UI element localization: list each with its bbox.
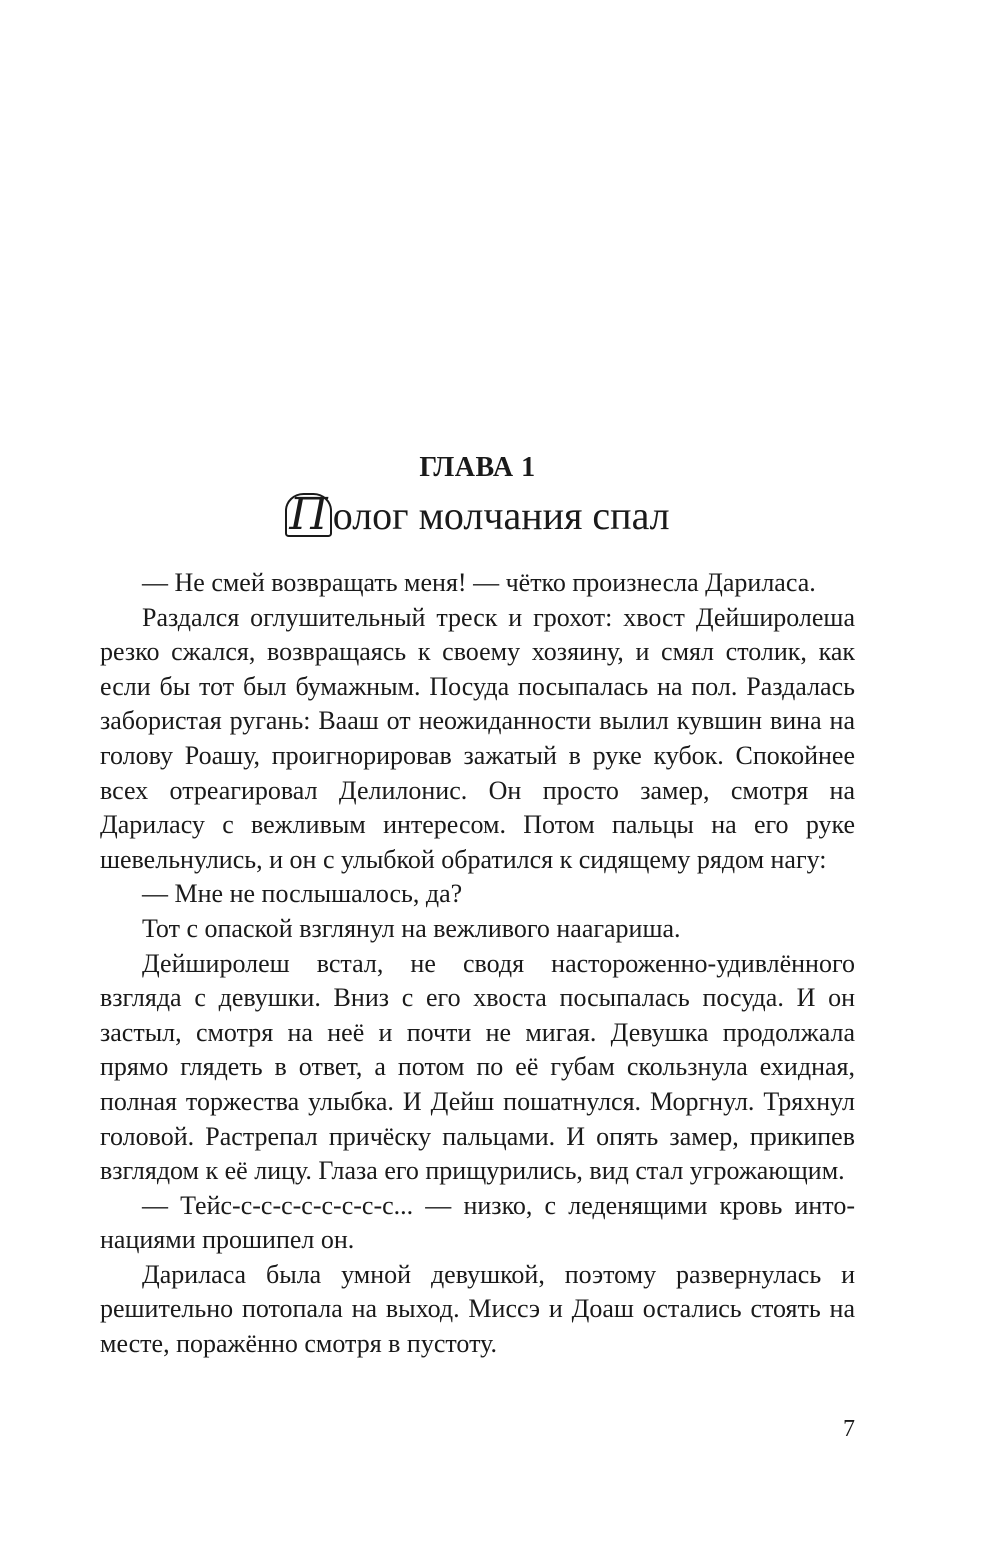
chapter-title bbox=[100, 490, 855, 542]
page-number: 7 bbox=[843, 1416, 855, 1442]
paragraph: Раздался оглушительный треск и грохот: хвост Дейширолеша резко сжался, возвращаясь к своему хозяину, и смял столик, как если бы тот был бумажным. Посуда посыпалась на пол. Раздалась забористая ругань: Вааш от неожиданности вылил кувшин вина на голову Роашу, проигнорировав зажатый в руке кубок. Спокойнее всех отреагировал Делилонис. Он просто замер, смотря на Дариласу с вежливым интересом. Потом пальцы на его руке шевельнулись, и он с улыбкой обратился к сидящему рядом нагу: bbox=[100, 602, 855, 874]
book-page bbox=[100, 0, 855, 1552]
chapter-title-rest: олог молчания спал bbox=[332, 493, 670, 538]
paragraph: Дариласа была умной девушкой, поэтому развернулась и решительно потопала на выход. Миссэ и Доаш остались стоять на месте, поражённо смотря в пустоту. bbox=[100, 1259, 855, 1359]
paragraph: — Тейс-с-с-с-с-с-с-с-с... — низко, с леденящими кровь интонациями прошипел он. bbox=[100, 1190, 855, 1255]
paragraph: — Не смей возвращать меня! — чётко произнесла Дариласа. bbox=[142, 568, 816, 597]
paragraph: Тот с опаской взглянул на вежливого наагариша. bbox=[142, 913, 681, 943]
paragraph: Дейширолеш встал, не сводя настороженно-удивлённого взгляда с девушки. Вниз с его хвоста посыпалась посуда. И он застыл, смотря на неё и почти не мигая. Девушка продолжала прямо глядеть в ответ, а потом по её губам скользнула ехидная, полная торжества улыбка. И Дейш пошатнулся. Моргнул. Тряхнул головой. Растрепал причёску пальцами. И опять замер, прикипев взглядом к её лицу. Глаза его прищурились, вид стал угрожающим. bbox=[100, 948, 855, 1186]
body-text bbox=[100, 566, 855, 1362]
chapter-label: ГЛАВА 1 bbox=[419, 452, 536, 483]
chapter-title-initial: П bbox=[285, 493, 331, 537]
paragraph: — Мне не послышалось, да? bbox=[142, 879, 463, 909]
